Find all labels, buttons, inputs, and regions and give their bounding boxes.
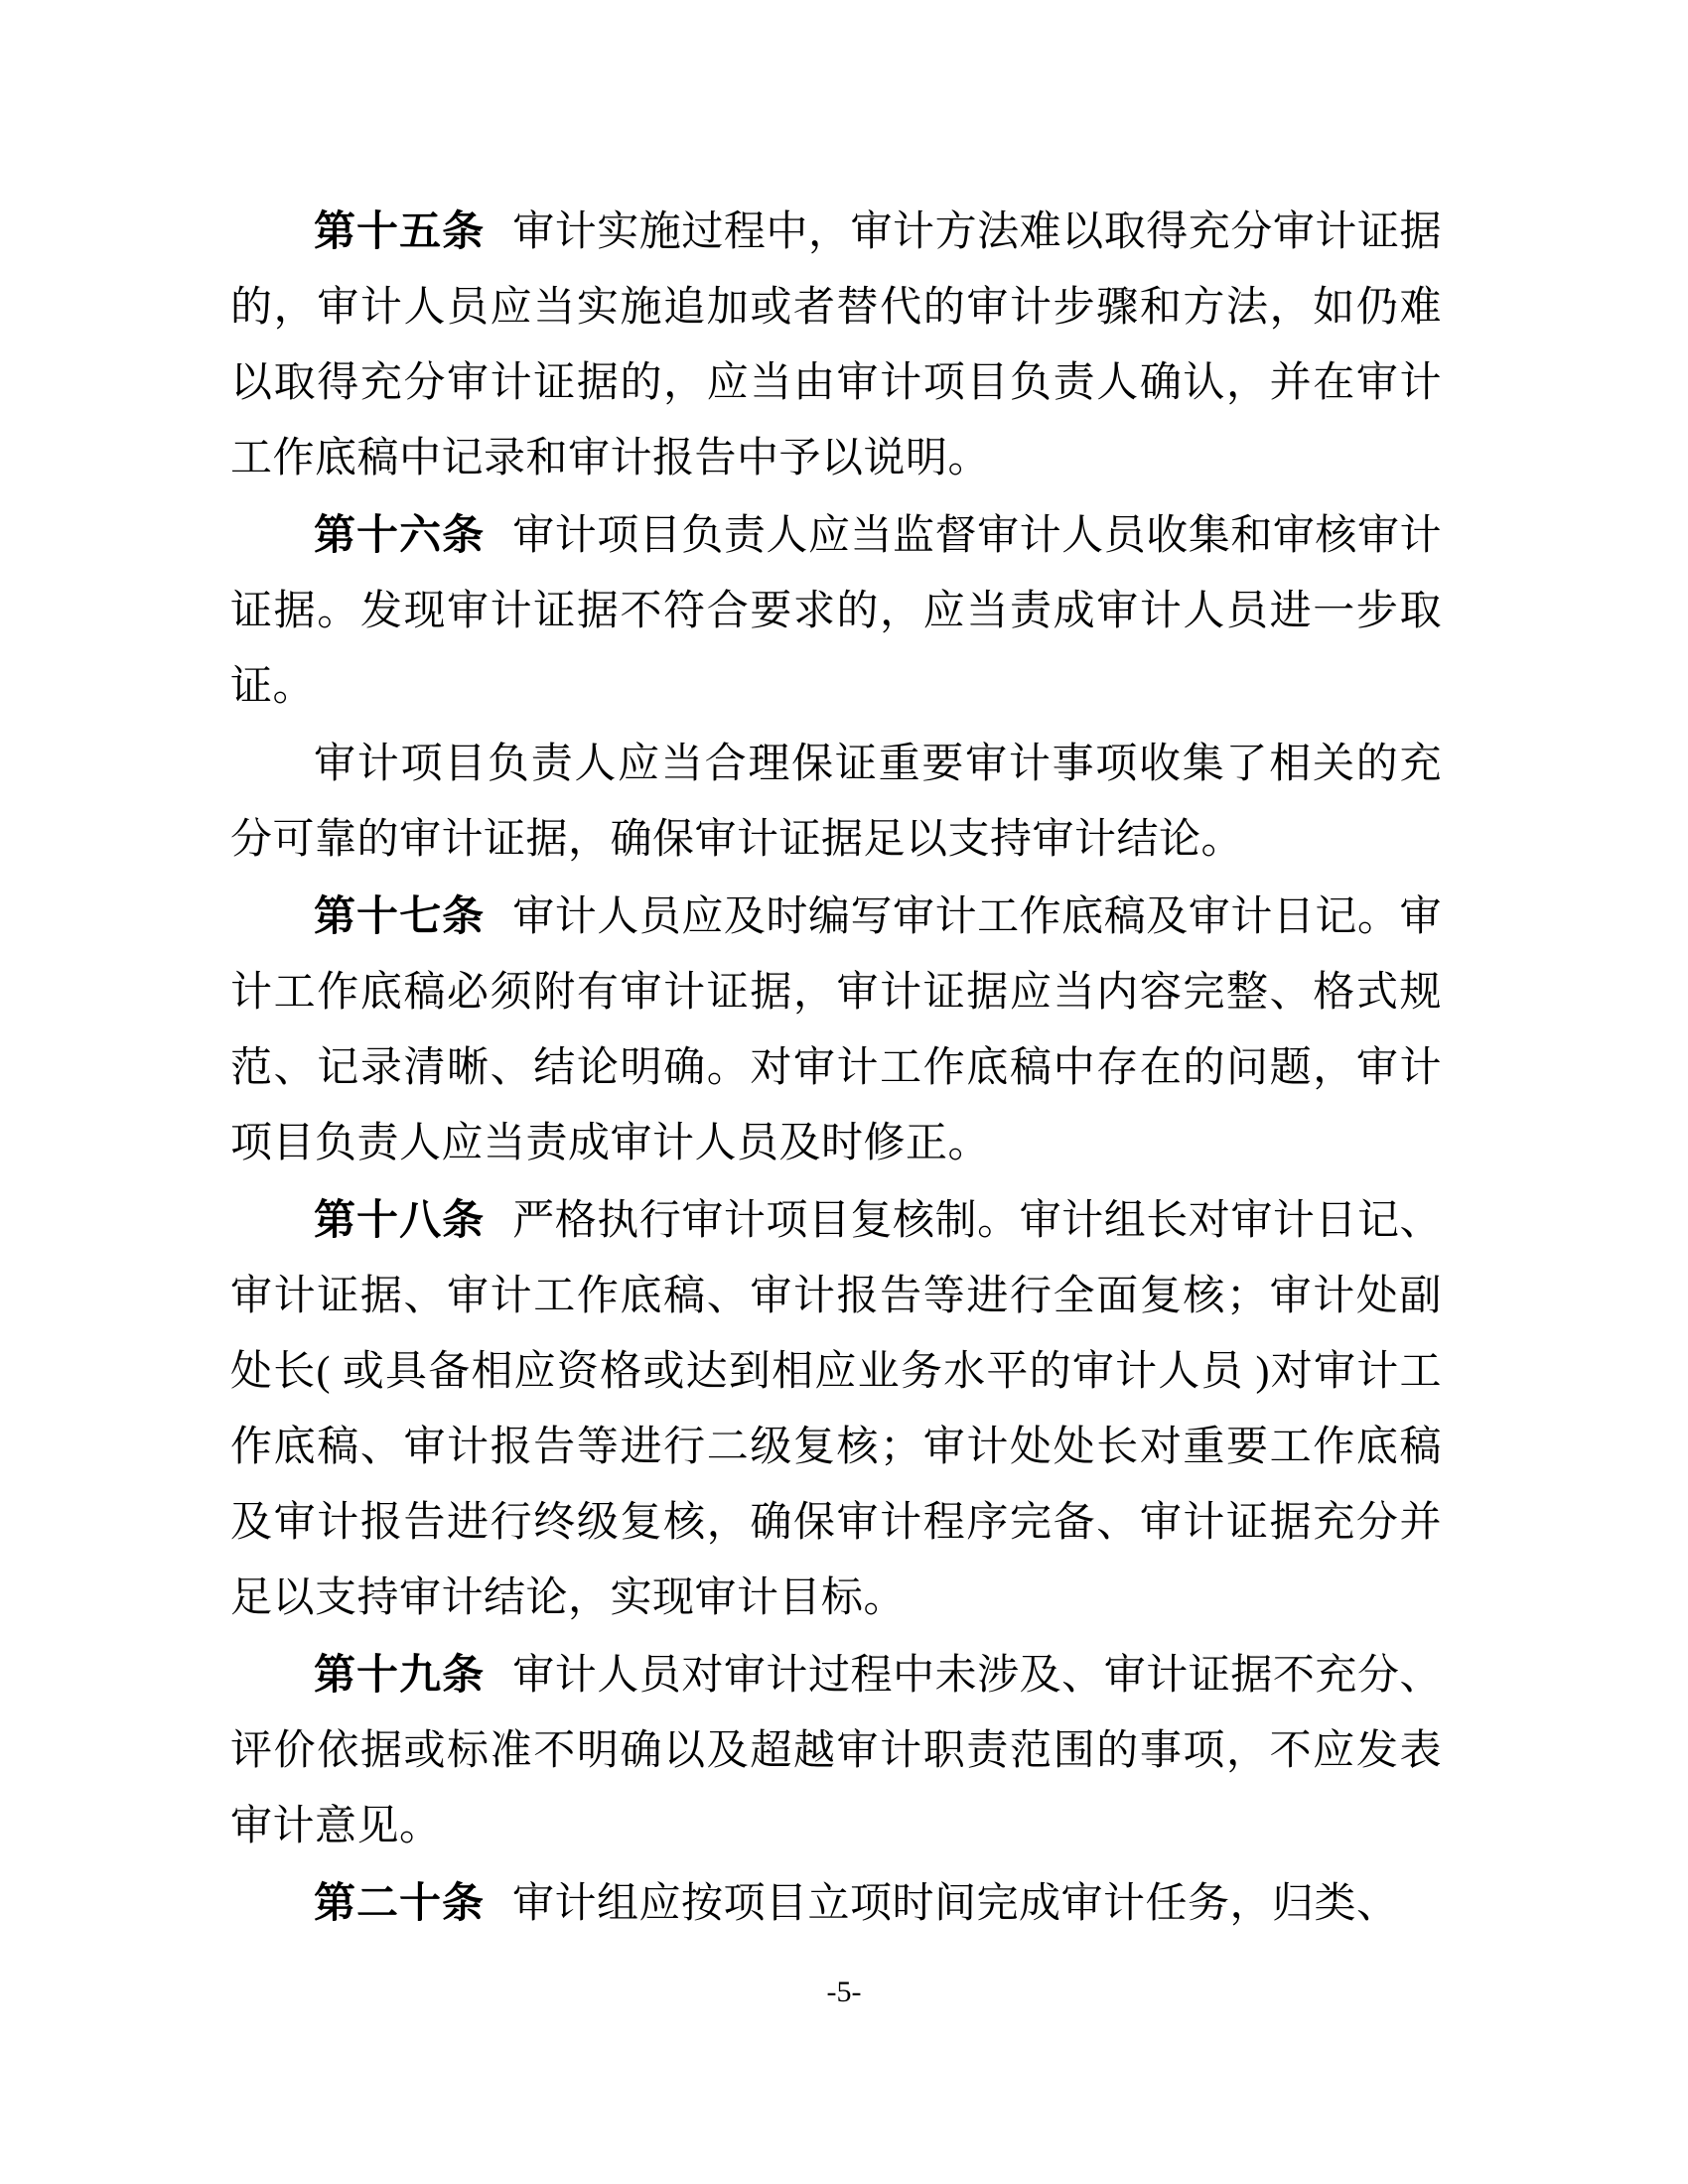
article-paragraph <box>230 498 1442 725</box>
article-label: 第十九条 <box>314 1653 486 1699</box>
article-text: 审计项目负责人应当监督审计人员收集和审核审计证据。发现审计证据不符合要求的，应当责成审计人员进一步取证。 <box>230 513 1442 710</box>
article-text: 审计项目负责人应当合理保证重要审计事项收集了相关的充分可靠的审计证据，确保审计证据足以支持审计结论。 <box>230 742 1442 863</box>
article-paragraph <box>230 880 1442 1181</box>
article-label: 第十六条 <box>314 513 486 559</box>
article-paragraph <box>230 727 1442 878</box>
article-label: 第十七条 <box>314 894 486 940</box>
article-paragraph <box>230 1638 1442 1864</box>
article-paragraph <box>230 195 1442 496</box>
article-text: 严格执行审计项目复核制。审计组长对审计日记、审计证据、审计工作底稿、审计报告等进行全面复核；审计处副处长( 或具备相应资格或达到相应业务水平的审计人员 )对审计工作底稿、审计报告等进行二级复核；审计处处长对重要工作底稿及审计报告进行终级复核，确保审计程序完备、审计证据充分并足以支持审计结论，实现审计目标。 <box>230 1198 1442 1621</box>
article-label: 第二十条 <box>314 1881 486 1927</box>
article-text: 审计实施过程中，审计方法难以取得充分审计证据的，审计人员应当实施追加或者替代的审计步骤和方法，如仍难以取得充分审计证据的，应当由审计项目负责人确认，并在审计工作底稿中记录和审计报告中予以说明。 <box>230 209 1442 481</box>
article-paragraph <box>230 1866 1442 1942</box>
article-label: 第十五条 <box>314 209 486 255</box>
article-label: 第十八条 <box>314 1198 486 1244</box>
article-text: 审计人员应及时编写审计工作底稿及审计日记。审计工作底稿必须附有审计证据，审计证据应当内容完整、格式规范、记录清晰、结论明确。对审计工作底稿中存在的问题，审计项目负责人应当责成审计人员及时修正。 <box>230 894 1442 1166</box>
document-body <box>230 195 1442 1944</box>
page-number: -5- <box>826 1976 862 2008</box>
article-text: 审计组应按项目立项时间完成审计任务，归类、 <box>512 1881 1399 1927</box>
article-paragraph <box>230 1183 1442 1636</box>
article-text: 审计人员对审计过程中未涉及、审计证据不充分、评价依据或标准不明确以及超越审计职责范围的事项，不应发表审计意见。 <box>230 1653 1442 1849</box>
